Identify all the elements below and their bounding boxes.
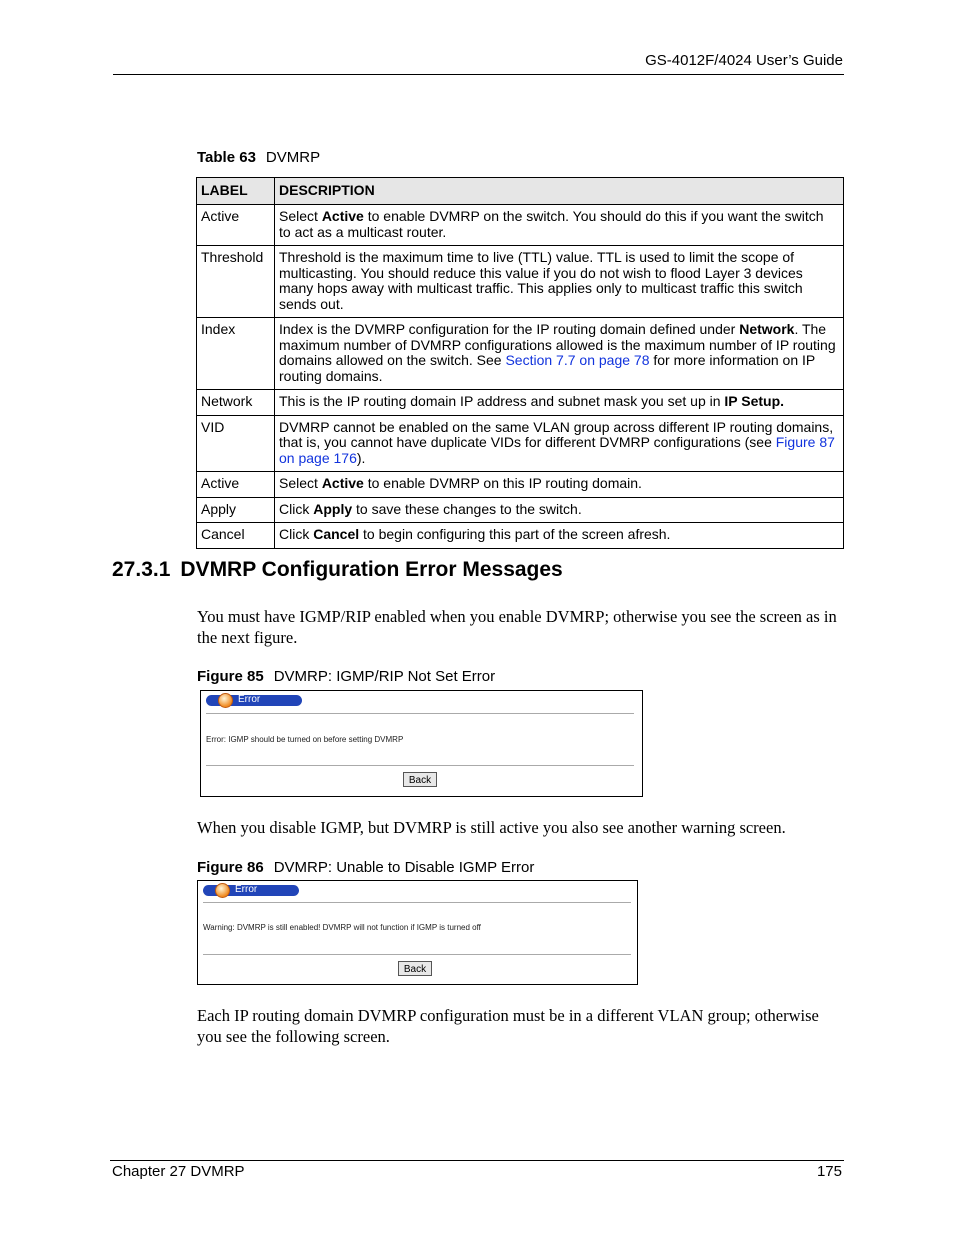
figure-caption: [197, 668, 495, 685]
figure-title: DVMRP: Unable to Disable IGMP Error: [273, 859, 535, 876]
row-label: Active: [197, 472, 275, 498]
page-footer: [110, 1160, 844, 1180]
table-number: Table 63: [197, 149, 256, 166]
figure-title: DVMRP: IGMP/RIP Not Set Error: [273, 668, 496, 685]
table-row: [197, 415, 844, 472]
row-description: Click Cancel to begin configuring this part of the screen afresh.: [275, 523, 844, 549]
error-screenshot-igmp-not-set: [200, 690, 643, 797]
figure-caption: [197, 859, 534, 876]
row-description: Select Active to enable DVMRP on this IP routing domain.: [275, 472, 844, 498]
section-link[interactable]: Section 7.7 on page 78: [505, 352, 650, 368]
page-header: [113, 50, 844, 75]
table-row: [197, 497, 844, 523]
paragraph: You must have IGMP/RIP enabled when you enable DVMRP; otherwise you see the screen as in the next figure.: [197, 607, 837, 647]
error-icon: [215, 883, 230, 898]
back-button[interactable]: Back: [398, 961, 432, 976]
row-label: Active: [197, 205, 275, 246]
row-label: Threshold: [197, 246, 275, 318]
row-description: Threshold is the maximum time to live (TTL) value. TTL is used to limit the scope of multicasting. You should reduce this value if you do not wish to flood Layer 3 devices many hops away with multicast traffic. This applies only to multicast traffic this switch sends out.: [275, 246, 844, 318]
divider: [203, 954, 631, 955]
error-screenshot-igmp-disable: [197, 880, 638, 985]
figure-number: Figure 86: [197, 859, 264, 876]
guide-title: GS-4012F/4024 User’s Guide: [645, 52, 843, 69]
divider: [206, 713, 634, 714]
row-label: Index: [197, 318, 275, 390]
dvmrp-table: [196, 177, 844, 549]
chapter-label: Chapter 27 DVMRP: [112, 1163, 245, 1180]
row-label: Apply: [197, 497, 275, 523]
error-title: Error: [238, 694, 261, 705]
row-description: Select Active to enable DVMRP on the switch. You should do this if you want the switch to act as a multicast router.: [275, 205, 844, 246]
section-number: 27.3.1: [112, 558, 171, 581]
section-title: DVMRP Configuration Error Messages: [180, 558, 563, 581]
figure-link[interactable]: Figure 87 on page 176: [279, 434, 835, 466]
table-row: [197, 523, 844, 549]
row-label: Cancel: [197, 523, 275, 549]
table-row: [197, 246, 844, 318]
row-description: DVMRP cannot be enabled on the same VLAN group across different IP routing domains, that is, you cannot have duplicate VIDs for different DVMRP configurations (see Figure 87 on page 176).: [275, 415, 844, 472]
error-message: Error: IGMP should be turned on before setting DVMRP: [206, 735, 404, 744]
back-button[interactable]: Back: [403, 772, 437, 787]
error-title-bar: [206, 695, 302, 706]
table-row: [197, 205, 844, 246]
row-description: Click Apply to save these changes to the switch.: [275, 497, 844, 523]
row-label: VID: [197, 415, 275, 472]
divider: [203, 902, 631, 903]
table-title: DVMRP: [265, 149, 321, 166]
table-caption: [197, 149, 320, 166]
error-icon: [218, 693, 233, 708]
paragraph: When you disable IGMP, but DVMRP is still active you also see another warning screen.: [197, 818, 786, 837]
table-header-row: [197, 178, 844, 205]
row-label: Network: [197, 390, 275, 416]
error-title: Error: [235, 884, 258, 895]
column-header-label: LABEL: [197, 178, 275, 205]
column-header-description: DESCRIPTION: [275, 178, 844, 205]
table-row: [197, 472, 844, 498]
paragraph: Each IP routing domain DVMRP configuration must be in a different VLAN group; otherwise you see the following screen.: [197, 1006, 819, 1046]
table-row: [197, 318, 844, 390]
divider: [206, 765, 634, 766]
page-number: 175: [816, 1163, 842, 1180]
error-title-bar: [203, 885, 299, 896]
row-description: Index is the DVMRP configuration for the IP routing domain defined under Network. The maximum number of DVMRP configurations allowed is the maximum number of IP routing domains allowed on the switch. See Section 7.7 on page 78 for more information on IP routing domains.: [275, 318, 844, 390]
row-description: This is the IP routing domain IP address and subnet mask you set up in IP Setup.: [275, 390, 844, 416]
table-row: [197, 390, 844, 416]
section-heading: [112, 558, 563, 582]
warning-message: Warning: DVMRP is still enabled! DVMRP will not function if IGMP is turned off: [203, 923, 481, 932]
figure-number: Figure 85: [197, 668, 264, 685]
